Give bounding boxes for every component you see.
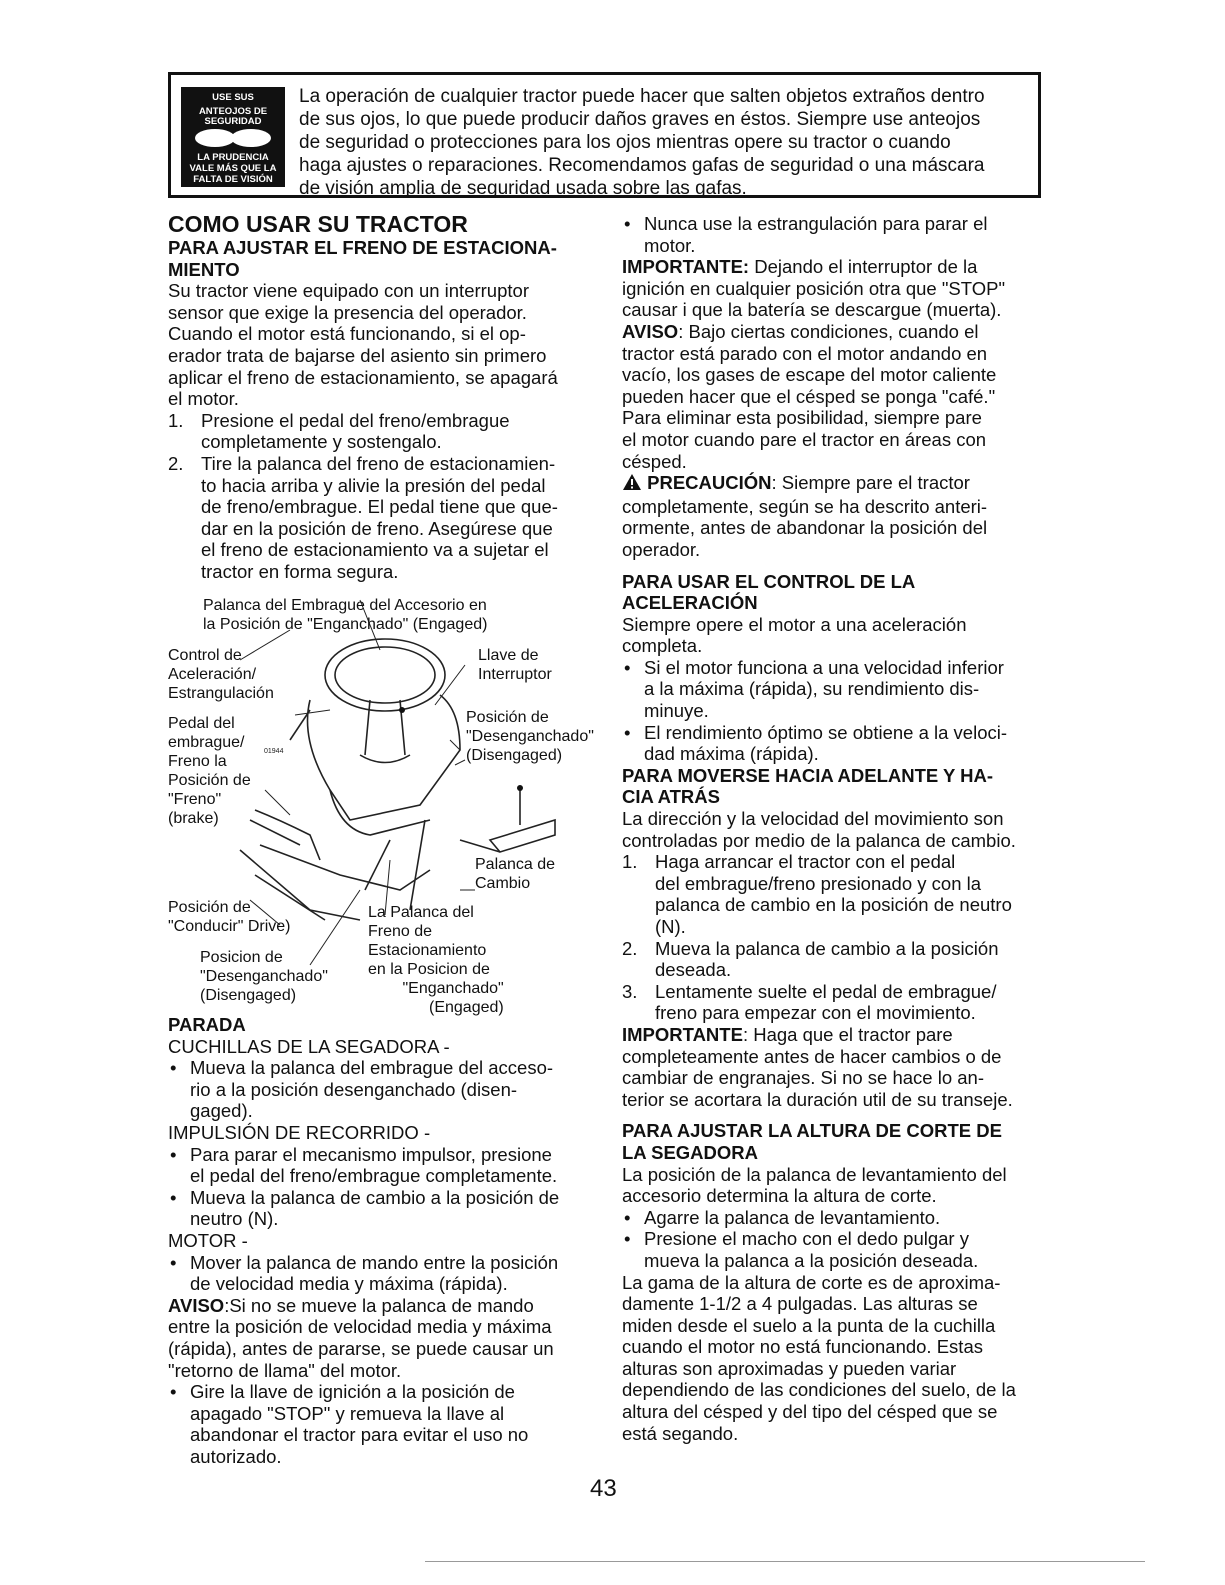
step-line: Mueva la palanca de cambio a la posición xyxy=(655,937,999,959)
aviso-label: AVISO xyxy=(168,1294,225,1316)
step-line: completamente y sostengalo. xyxy=(201,431,442,453)
fig-text: Freno la xyxy=(168,753,227,770)
fig-label-top xyxy=(203,596,487,634)
icon-text: LA PRUDENCIA xyxy=(197,152,269,163)
fig-text: (Disengaged) xyxy=(466,747,563,764)
bullet-icon: • xyxy=(624,1206,631,1228)
bullet-line: mueva la palanca a la posición deseada. xyxy=(644,1249,979,1271)
fig-text: Aceleración/ xyxy=(168,666,257,683)
step-line: Haga arrancar el tractor con el pedal xyxy=(655,851,956,873)
move-heading: PARA MOVERSE HACIA ADELANTE Y HA- xyxy=(622,764,994,786)
bullet-line: El rendimiento óptimo se obtiene a la veloci- xyxy=(644,721,1007,743)
bullet-item xyxy=(168,1381,598,1467)
bullet-item xyxy=(622,722,1052,765)
paragraph-line: pueden hacer que el césped se ponga "café." xyxy=(622,385,996,407)
fig-text: Posición de xyxy=(168,899,251,916)
paragraph-line: el motor cuando pare el tractor en áreas con xyxy=(622,428,987,450)
fig-label-key xyxy=(478,646,552,684)
paragraph-line: operador. xyxy=(622,538,701,560)
throttle-heading: ACELERACIÓN xyxy=(622,592,758,614)
warning-line: de visión amplia de seguridad usada sobre las gafas. xyxy=(299,178,747,199)
safety-glasses-icon xyxy=(181,87,285,187)
step-number: 2. xyxy=(622,937,638,959)
fig-label-clutch xyxy=(168,714,251,828)
bullet-item xyxy=(168,1252,598,1295)
paragraph-line: completa. xyxy=(622,635,703,657)
step-line: del embrague/freno presionado y con la xyxy=(655,872,982,894)
step-line: palanca de cambio en la posición de neutro xyxy=(655,894,1012,916)
paragraph-line: :Si no se mueve la palanca de mando xyxy=(224,1294,534,1316)
fig-text: "Freno" xyxy=(168,791,222,808)
fig-label-park-brake xyxy=(368,903,490,979)
fig-text: "Enganchado" xyxy=(402,980,504,997)
bullet-icon: • xyxy=(170,1251,177,1273)
step-line: to hacia arriba y alivie la presión del pedal xyxy=(201,474,546,496)
warning-line: La operación de cualquier tractor puede hacer que salten objetos extraños dentro xyxy=(299,86,985,107)
bullet-line: rio a la posición desenganchado (disen- xyxy=(190,1078,518,1100)
fig-label-throttle xyxy=(168,646,274,703)
part-number: 01944 xyxy=(264,748,284,755)
paragraph-line: causar i que la batería se descargue (muerta). xyxy=(622,299,1002,321)
bullet-line: a la máxima (rápida), su rendimiento dis- xyxy=(644,678,980,700)
icon-text: FALTA DE VISIÓN xyxy=(193,174,273,185)
paragraph-line: "retorno de llama" del motor. xyxy=(168,1359,402,1381)
bullet-line: motor. xyxy=(644,234,696,256)
step-number: 1. xyxy=(622,851,638,873)
step-line: Tire la palanca del freno de estacionamien- xyxy=(201,452,556,474)
step-1 xyxy=(168,410,598,453)
move-heading: CIA ATRÁS xyxy=(622,786,720,808)
bullet-line: Para parar el mecanismo impulsor, presione xyxy=(190,1143,552,1165)
step-line: Lentamente suelte el pedal de embrague/ xyxy=(655,980,997,1002)
step-line: freno para empezar con el movimiento. xyxy=(655,1002,976,1024)
bullet-item xyxy=(622,1228,1052,1271)
paragraph-line: Siempre opere el motor a una aceleración xyxy=(622,613,967,635)
bullet-icon: • xyxy=(624,656,631,678)
paragraph-line: completeamente antes de hacer cambios o de xyxy=(622,1045,1002,1067)
fig-text: embrague/ xyxy=(168,734,245,751)
paragraph-line: : Bajo ciertas condiciones, cuando el xyxy=(678,320,979,342)
fig-text: Palanca de xyxy=(475,856,556,873)
bullet-icon: • xyxy=(170,1186,177,1208)
paragraph-line: el motor. xyxy=(168,388,239,410)
paragraph-line: alturas son aproximadas y pueden variar xyxy=(622,1357,957,1379)
motor-heading: MOTOR - xyxy=(168,1229,248,1251)
fig-text: Control de xyxy=(168,647,242,664)
icon-text: ANTEOJOS DE xyxy=(198,106,268,117)
fig-text: (brake) xyxy=(168,810,219,827)
paragraph-line: altura del césped y del tipo del césped que se xyxy=(622,1401,998,1423)
left-column-top xyxy=(168,211,598,583)
fig-text: Llave de xyxy=(478,647,539,664)
warning-line: de sus ojos, lo que puede producir daños graves en éstos. Siempre use anteojos xyxy=(299,109,981,130)
bullet-line: neutro (N). xyxy=(190,1208,279,1230)
fig-text: "Desenganchado" xyxy=(466,728,594,745)
importante-label: IMPORTANTE: xyxy=(622,256,750,278)
paragraph-line: Dejando el interruptor de la xyxy=(749,256,978,278)
fig-label-shift xyxy=(475,855,555,893)
fig-text: La Palanca del xyxy=(368,904,474,921)
bullet-line: dad máxima (rápida). xyxy=(644,743,819,765)
bullet-line: Presione el macho con el dedo pulgar y xyxy=(644,1228,969,1250)
paragraph-line: : Siempre pare el tractor xyxy=(771,472,970,494)
paragraph-line: La gama de la altura de corte es de aproxima- xyxy=(622,1271,1001,1293)
move-step-2 xyxy=(622,938,1052,981)
precaucion-label: PRECAUCIÓN xyxy=(647,472,772,494)
drive-heading: IMPULSIÓN DE RECORRIDO - xyxy=(168,1121,431,1143)
blades-heading: CUCHILLAS DE LA SEGADORA - xyxy=(168,1035,450,1057)
bullet-line: Nunca use la estrangulación para parar el xyxy=(644,213,988,234)
step-number: 1. xyxy=(168,409,184,431)
bullet-line: Mover la palanca de mando entre la posición xyxy=(190,1251,559,1273)
move-step-3 xyxy=(622,981,1052,1024)
bullet-line: autorizado. xyxy=(190,1445,282,1467)
paragraph-line: ignición en cualquier posición otra que "STOP" xyxy=(622,277,1006,299)
paragraph-line: césped. xyxy=(622,450,687,472)
warning-line: de seguridad o protecciones para los ojos mientras opere su tractor o cuando xyxy=(299,132,951,153)
fig-text: en la Posicion de xyxy=(368,961,490,978)
fig-text: Posición de xyxy=(168,772,251,789)
brake-heading: MIENTO xyxy=(168,258,240,280)
bullet-line: Si el motor funciona a una velocidad inferior xyxy=(644,656,1004,678)
paragraph-line: dependiendo de las condiciones del suelo, de la xyxy=(622,1379,1016,1401)
paragraph-line: Para eliminar esta posibilidad, siempre pare xyxy=(622,407,982,429)
bullet-icon: • xyxy=(624,1228,631,1250)
paragraph-line: Su tractor viene equipado con un interruptor xyxy=(168,280,529,302)
step-line: el freno de estacionamiento va a sujetar el xyxy=(201,539,549,561)
fig-label-engaged xyxy=(402,979,504,1017)
aviso-paragraph xyxy=(168,1295,598,1317)
icon-text: SEGURIDAD xyxy=(204,116,262,127)
bullet-line: gaged). xyxy=(190,1100,253,1122)
paragraph-line: controladas por medio de la palanca de cambio. xyxy=(622,829,1016,851)
fig-text: Cambio xyxy=(475,875,531,892)
bullet-line: de velocidad media y máxima (rápida). xyxy=(190,1273,508,1295)
warning-line: haga ajustes o reparaciones. Recomendamos gafas de seguridad o una máscara xyxy=(299,155,985,176)
paragraph-line: completamente, según se ha descrito anteri- xyxy=(622,495,988,517)
step-number: 3. xyxy=(622,980,638,1002)
paragraph-line: miden desde el suelo a la punta de la cuchilla xyxy=(622,1314,996,1336)
bullet-item xyxy=(168,1057,598,1122)
bullet-icon: • xyxy=(170,1057,177,1079)
stop-heading: PARADA xyxy=(168,1014,246,1035)
bullet-icon: • xyxy=(170,1381,177,1403)
paragraph-line: sensor que exige la presencia del operador. xyxy=(168,301,527,323)
fig-label-drive xyxy=(168,898,291,936)
step-number: 2. xyxy=(168,452,184,474)
paragraph-line: vacío, los gases de escape del motor caliente xyxy=(622,364,997,386)
bullet-item xyxy=(168,1187,598,1230)
paragraph-line: cambiar de engranajes. Si no se hace lo an- xyxy=(622,1067,984,1089)
fig-text: la Posición de "Enganchado" (Engaged) xyxy=(203,616,488,633)
tractor-controls-figure xyxy=(160,590,600,1020)
bullet-line: Gire la llave de ignición a la posición de xyxy=(190,1381,515,1403)
bullet-item xyxy=(622,657,1052,722)
paragraph-line: ormente, antes de abandonar la posición del xyxy=(622,517,988,539)
bullet-icon: • xyxy=(624,721,631,743)
goggles-icon xyxy=(187,127,279,149)
step-line: dar en la posición de freno. Asegúrese que xyxy=(201,517,553,539)
right-column xyxy=(622,213,1052,1444)
paragraph-line: cuando el motor no está funcionando. Estas xyxy=(622,1336,983,1358)
paragraph-line: accesorio determina la altura de corte. xyxy=(622,1185,937,1207)
step-line: deseada. xyxy=(655,959,732,981)
paragraph-line: La posición de la palanca de levantamiento del xyxy=(622,1163,1007,1185)
fig-label-disengaged xyxy=(466,708,594,765)
fig-text: Palanca del Embrague del Accesorio en xyxy=(203,597,487,614)
throttle-heading: PARA USAR EL CONTROL DE LA xyxy=(622,570,916,592)
paragraph-line: tractor está parado con el motor andando en xyxy=(622,342,988,364)
bullet-line: abandonar el tractor para evitar el uso no xyxy=(190,1424,529,1446)
step-line: (N). xyxy=(655,916,686,937)
bullet-line: minuye. xyxy=(644,700,709,722)
fig-text: (Disengaged) xyxy=(200,987,297,1004)
warning-text xyxy=(299,85,1029,200)
fig-text: Estacionamiento xyxy=(368,942,487,959)
bullet-line: Mueva la palanca de cambio a la posición de xyxy=(190,1186,560,1208)
aviso-label: AVISO xyxy=(622,320,679,342)
fig-text: "Conducir" Drive) xyxy=(168,918,291,935)
precaucion-paragraph xyxy=(622,472,1052,496)
height-heading: PARA AJUSTAR LA ALTURA DE CORTE DE xyxy=(622,1120,1002,1142)
fig-text: "Desenganchado" xyxy=(200,968,328,985)
bullet-item xyxy=(168,1144,598,1187)
importante-label: IMPORTANTE xyxy=(622,1023,743,1045)
section-title: COMO USAR SU TRACTOR xyxy=(168,211,468,237)
paragraph-line: entre la posición de velocidad media y máxima xyxy=(168,1316,552,1338)
page-number: 43 xyxy=(590,1475,617,1502)
icon-text: USE SUS xyxy=(212,92,254,103)
fig-text: Freno de xyxy=(368,923,433,940)
step-line: de freno/embrague. El pedal tiene que que- xyxy=(201,496,558,518)
bullet-icon: • xyxy=(624,213,631,234)
fig-text: Estrangulación xyxy=(168,685,274,702)
paragraph-line: damente 1-1/2 a 4 pulgadas. Las alturas se xyxy=(622,1293,978,1315)
aviso-paragraph xyxy=(622,321,1052,343)
fig-text: Posicion de xyxy=(200,949,283,966)
warning-triangle-icon xyxy=(622,473,642,496)
bullet-line: Agarre la palanca de levantamiento. xyxy=(644,1206,941,1228)
importante-paragraph xyxy=(622,1024,1052,1046)
bullet-line: apagado "STOP" y remueva la llave al xyxy=(190,1402,505,1424)
fig-text: (Engaged) xyxy=(429,999,504,1016)
bullet-item xyxy=(622,213,1052,256)
fig-text: Pedal del xyxy=(168,715,235,732)
paragraph-line: terior se acortara la duración util de su transeje. xyxy=(622,1088,1013,1110)
bullet-line: el pedal del freno/embrague completamente. xyxy=(190,1165,558,1187)
left-column-bottom xyxy=(168,1014,598,1467)
height-heading: LA SEGADORA xyxy=(622,1141,759,1163)
safety-warning-box xyxy=(168,72,1041,198)
icon-text: VALE MÁS QUE LA xyxy=(189,163,277,174)
bullet-line: Mueva la palanca del embrague del acceso- xyxy=(190,1057,554,1079)
step-line: Presione el pedal del freno/embrague xyxy=(201,409,510,431)
step-2 xyxy=(168,453,598,583)
brake-heading: PARA AJUSTAR EL FRENO DE ESTACIONA- xyxy=(168,237,557,258)
bullet-item xyxy=(622,1207,1052,1229)
paragraph-line: La dirección y la velocidad del movimiento son xyxy=(622,808,1004,830)
paragraph-line: aplicar el freno de estacionamiento, se apagará xyxy=(168,366,558,388)
paragraph-line: erador trata de bajarse del asiento sin primero xyxy=(168,344,547,366)
move-step-1 xyxy=(622,851,1052,937)
paragraph-line: Cuando el motor está funcionando, si el op- xyxy=(168,323,526,345)
paragraph-line: : Haga que el tractor pare xyxy=(742,1023,953,1045)
step-line: tractor en forma segura. xyxy=(201,560,399,582)
fig-text: Posición de xyxy=(466,709,549,726)
importante-paragraph xyxy=(622,256,1052,278)
paragraph-line: (rápida), antes de pararse, se puede causar un xyxy=(168,1337,554,1359)
bullet-icon: • xyxy=(170,1143,177,1165)
paragraph-line: está segando. xyxy=(622,1422,739,1444)
fig-text: Interruptor xyxy=(478,666,552,683)
fig-label-disengaged2 xyxy=(200,948,328,1005)
scan-artifact-line xyxy=(425,1561,1145,1562)
